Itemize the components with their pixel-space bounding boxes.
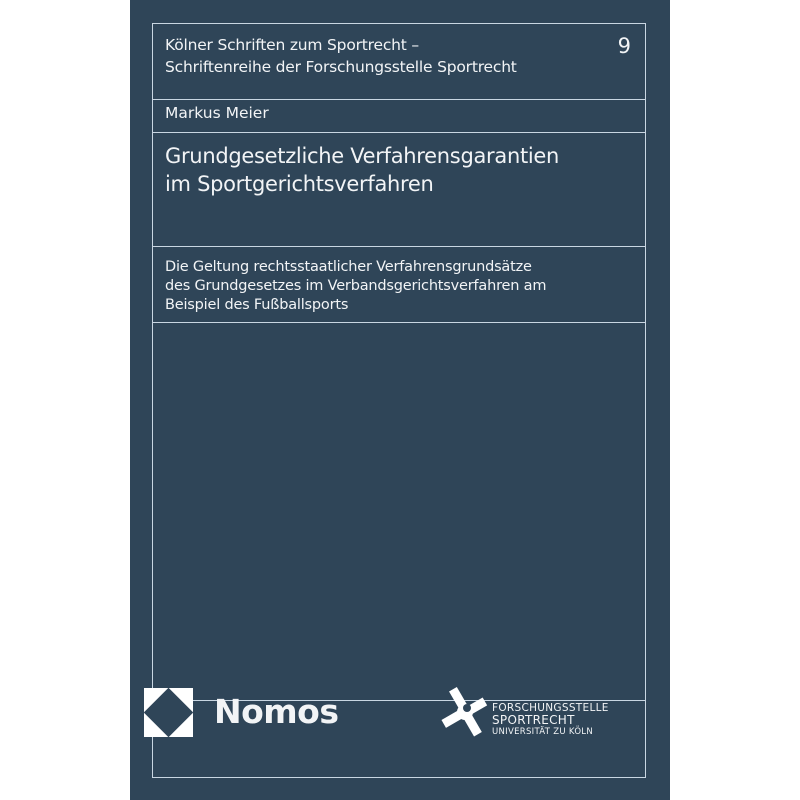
institute-line-3: UNIVERSITÄT ZU KÖLN (492, 727, 594, 737)
publisher-name: Nomos (214, 692, 339, 731)
title-line-2: im Sportgerichtsverfahren (165, 172, 434, 196)
book-title (165, 142, 559, 198)
divider (153, 246, 645, 247)
cover-frame (152, 23, 646, 778)
series-line-1: Kölner Schriften zum Sportrecht – (165, 36, 419, 54)
title-line-1: Grundgesetzliche Verfahrensgarantien (165, 144, 560, 168)
volume-number: 9 (617, 34, 631, 58)
subtitle-line-3: Beispiel des Fußballsports (165, 297, 349, 313)
book-subtitle (165, 258, 546, 315)
institute-name (492, 702, 609, 738)
forschungsstelle-logo-icon (440, 686, 490, 738)
divider (153, 99, 645, 100)
institute-line-1: FORSCHUNGSSTELLE (492, 702, 609, 714)
institute-line-2: SPORTRECHT (492, 713, 575, 727)
subtitle-line-2: des Grundgesetzes im Verbandsgerichtsverfahren am (165, 278, 547, 294)
nomos-logo-icon (144, 688, 193, 737)
author: Markus Meier (165, 104, 269, 122)
book-cover (130, 0, 670, 800)
series-title (165, 34, 517, 78)
divider (153, 132, 645, 133)
divider (153, 322, 645, 323)
series-line-2: Schriftenreihe der Forschungsstelle Sportrecht (165, 58, 517, 76)
subtitle-line-1: Die Geltung rechtsstaatlicher Verfahrensgrundsätze (165, 259, 532, 275)
